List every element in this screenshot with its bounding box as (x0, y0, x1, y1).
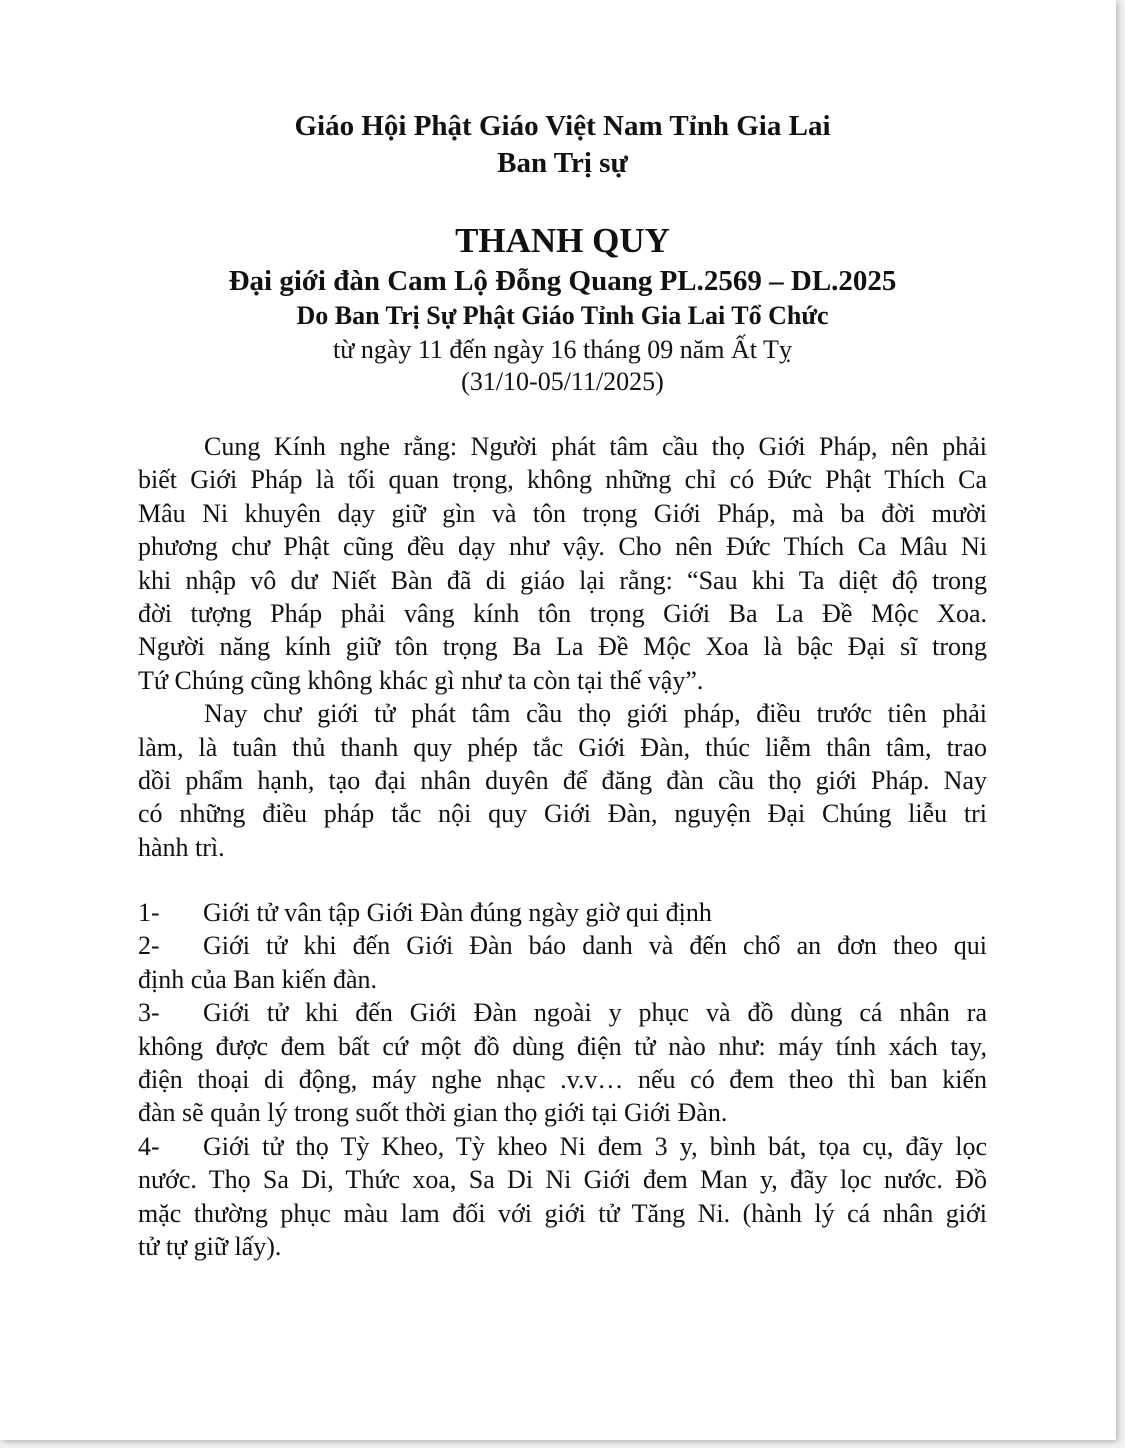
text-line: khi nhập vô dư Niết Bàn đã di giáo lại rằng: “Sau khi Ta diệt độ trong (138, 565, 987, 595)
text-line: Mâu Ni khuyên dạy giữ gìn và tôn trọng Giới Pháp, mà ba đời mười (138, 498, 987, 528)
intro-paragraphs (138, 430, 987, 864)
rule-item (138, 929, 987, 996)
text-line: mặc thường phục màu lam đối với giới tử Tăng Ni. (hành lý cá nhân giới (138, 1198, 987, 1228)
text-line: có những điều pháp tắc nội quy Giới Đàn, nguyện Đại Chúng liễu tri (138, 799, 987, 829)
text-line: Người năng kính giữ tôn trọng Ba La Đề Mộc Xoa là bậc Đại sĩ trong (138, 632, 987, 662)
text-line: hành trì. (138, 832, 225, 862)
solar-date: (31/10-05/11/2025) (461, 367, 664, 396)
text-line: Giới tử vân tập Giới Đàn đúng ngày giờ qui định (203, 898, 712, 927)
organizer-line: Do Ban Trị Sự Phật Giáo Tỉnh Gia Lai Tổ Chức (296, 301, 829, 330)
text-line: biết Giới Pháp là tối quan trọng, không những chỉ có Đức Phật Thích Ca (138, 465, 987, 495)
text-line: Tứ Chúng cũng không khác gì như ta còn tại thế vậy”. (138, 665, 704, 695)
rule-number: 4- (138, 1131, 160, 1161)
paragraph (138, 697, 987, 864)
text-line: Cung Kính nghe rằng: Người phát tâm cầu thọ Giới Pháp, nên phải (204, 432, 987, 461)
text-line: không được đem bất cứ một đồ dùng điện tử nào như: máy tính xách tay, (138, 1031, 987, 1061)
text-line: Giới tử khi đến Giới Đàn ngoài y phục và đồ dùng cá nhân ra (203, 998, 987, 1028)
lunar-date: từ ngày 11 đến ngày 16 tháng 09 năm Ất Tỵ (333, 335, 792, 364)
rule-item (138, 996, 987, 1130)
text-line: đàn sẽ quản lý trong suốt thời gian thọ giới tại Giới Đàn. (138, 1098, 728, 1128)
rule-item (138, 896, 987, 929)
text-line: làm, là tuân thủ thanh quy phép tắc Giới Đàn, thúc liễm thân tâm, trao (138, 732, 987, 762)
text-line: nước. Thọ Sa Di, Thức xoa, Sa Di Ni Giới đem Man y, đãy lọc nước. Đồ (138, 1165, 987, 1195)
text-line: tử tự giữ lấy). (138, 1232, 282, 1262)
rules-list (138, 896, 987, 1263)
text-line: đời tượng Pháp phải vâng kính tôn trọng Giới Ba La Đề Mộc Xoa. (138, 599, 987, 629)
rule-number: 2- (138, 931, 160, 961)
rule-item (138, 1130, 987, 1264)
paragraph (138, 430, 987, 697)
rule-number: 3- (138, 998, 160, 1028)
document-title: THANH QUY (455, 221, 670, 260)
text-line: Nay chư giới tử phát tâm cầu thọ giới pháp, điều trước tiên phải (204, 699, 987, 729)
text-line: phương chư Phật cũng đều dạy như vậy. Cho nên Đức Thích Ca Mâu Ni (138, 532, 987, 562)
text-line: Giới tử thọ Tỳ Kheo, Tỳ kheo Ni đem 3 y, bình bát, tọa cụ, đãy lọc (203, 1131, 987, 1161)
org-department: Ban Trị sự (497, 147, 628, 179)
text-line: định của Ban kiến đàn. (138, 964, 377, 994)
text-line: điện thoại di động, máy nghe nhạc .v.v… nếu có đem theo thì ban kiến (138, 1065, 987, 1095)
text-line: dồi phẩm hạnh, tạo đại nhân duyên để đăng đàn cầu thọ giới Pháp. Nay (138, 766, 987, 796)
text-line: Giới tử khi đến Giới Đàn báo danh và đến chổ an đơn theo qui (203, 931, 987, 961)
document-subtitle: Đại giới đàn Cam Lộ Đỗng Quang PL.2569 – DL.2025 (228, 265, 897, 297)
org-name: Giáo Hội Phật Giáo Việt Nam Tỉnh Gia Lai (294, 110, 831, 142)
rule-number: 1- (138, 898, 160, 927)
